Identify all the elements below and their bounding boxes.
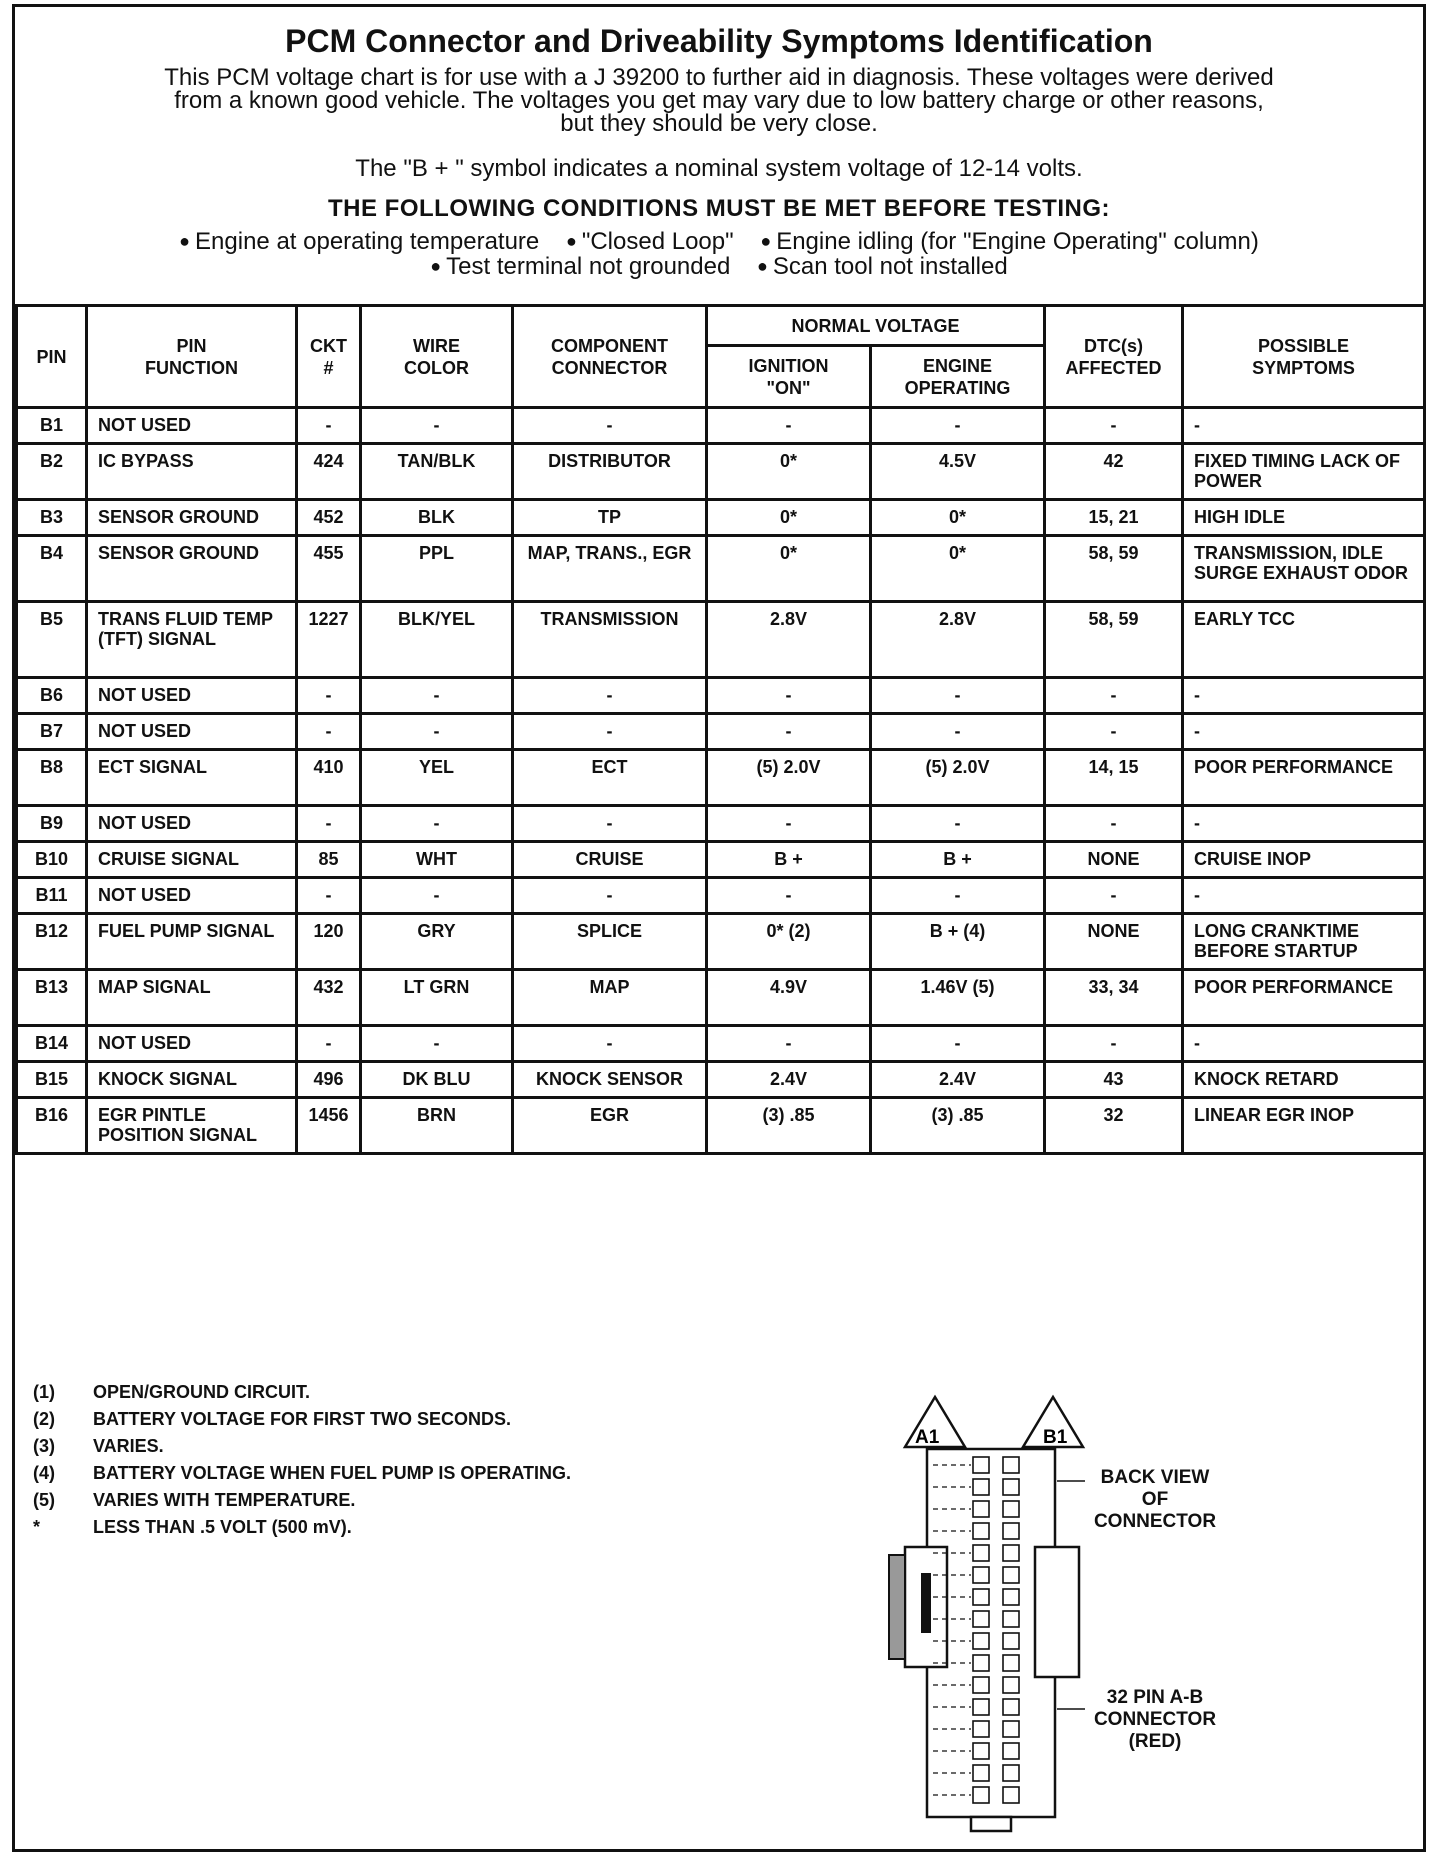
intro-line-2: from a known good vehicle. The voltages you get may vary due to low battery charge or other reasons, bbox=[174, 87, 1264, 114]
pin-cavity bbox=[1003, 1457, 1019, 1473]
cell-engine-operating: (5) 2.0V bbox=[871, 750, 1045, 806]
intro-line-1: This PCM voltage chart is for use with a J 39200 to further aid in diagnosis. These voltages were derived bbox=[164, 64, 1274, 91]
pin-cavity bbox=[1003, 1743, 1019, 1759]
cell-engine-operating: 4.5V bbox=[871, 444, 1045, 500]
cell-possible-symptoms: - bbox=[1183, 714, 1425, 750]
table-row bbox=[17, 678, 1425, 714]
pin-cavity bbox=[973, 1523, 989, 1539]
pin-cavity bbox=[1003, 1677, 1019, 1693]
pin-cavity bbox=[973, 1787, 989, 1803]
footnote-mark: (3) bbox=[33, 1436, 55, 1456]
cell-dtc-affected: 42 bbox=[1045, 444, 1183, 500]
cell-engine-operating: 2.8V bbox=[871, 602, 1045, 678]
footnote bbox=[33, 1379, 571, 1406]
bplus-note: The "B + " symbol indicates a nominal system voltage of 12-14 volts. bbox=[355, 155, 1083, 182]
cell-wire-color: - bbox=[361, 806, 513, 842]
cell-dtc-affected: 58, 59 bbox=[1045, 602, 1183, 678]
pin-cavity bbox=[1003, 1567, 1019, 1583]
pin-cavity bbox=[973, 1655, 989, 1671]
cell-wire-color: DK BLU bbox=[361, 1062, 513, 1098]
connector-diagram bbox=[885, 1387, 1245, 1837]
cell-wire-color: GRY bbox=[361, 914, 513, 970]
pin-cavity bbox=[1003, 1523, 1019, 1539]
cell-component-connector: KNOCK SENSOR bbox=[513, 1062, 707, 1098]
cell-engine-operating: 2.4V bbox=[871, 1062, 1045, 1098]
pin-cavity bbox=[973, 1479, 989, 1495]
cell-engine-operating: - bbox=[871, 714, 1045, 750]
table-row bbox=[17, 970, 1425, 1026]
cell-pin: B3 bbox=[17, 500, 87, 536]
cell-ckt: 85 bbox=[297, 842, 361, 878]
footnote-text: OPEN/GROUND CIRCUIT. bbox=[93, 1382, 311, 1402]
cell-wire-color: BRN bbox=[361, 1098, 513, 1154]
cell-possible-symptoms: CRUISE INOP bbox=[1183, 842, 1425, 878]
cell-component-connector: TP bbox=[513, 500, 707, 536]
cell-wire-color: BLK bbox=[361, 500, 513, 536]
footnote-text: VARIES. bbox=[93, 1436, 164, 1456]
cell-component-connector: - bbox=[513, 408, 707, 444]
cell-pin-function: MAP SIGNAL bbox=[87, 970, 297, 1026]
header-dtc-affected: DTC(s) AFFECTED bbox=[1045, 306, 1183, 408]
table-row bbox=[17, 408, 1425, 444]
cell-ckt: - bbox=[297, 878, 361, 914]
cell-possible-symptoms: KNOCK RETARD bbox=[1183, 1062, 1425, 1098]
pin-cavity bbox=[973, 1677, 989, 1693]
cell-wire-color: TAN/BLK bbox=[361, 444, 513, 500]
pin-cavity bbox=[1003, 1589, 1019, 1605]
cell-component-connector: TRANSMISSION bbox=[513, 602, 707, 678]
cell-ignition-on: (3) .85 bbox=[707, 1098, 871, 1154]
intro-line-3: but they should be very close. bbox=[560, 110, 878, 137]
pin-cavity bbox=[973, 1567, 989, 1583]
conditions-title: THE FOLLOWING CONDITIONS MUST BE MET BEFORE TESTING: bbox=[328, 195, 1110, 222]
cell-dtc-affected: - bbox=[1045, 408, 1183, 444]
cell-pin-function: NOT USED bbox=[87, 678, 297, 714]
pin-cavity bbox=[1003, 1501, 1019, 1517]
document-frame bbox=[12, 4, 1426, 1852]
footnote bbox=[33, 1460, 571, 1487]
cell-ignition-on: - bbox=[707, 878, 871, 914]
cell-wire-color: - bbox=[361, 714, 513, 750]
pin-cavity bbox=[1003, 1655, 1019, 1671]
b1-label: B1 bbox=[1043, 1427, 1068, 1448]
table-row bbox=[17, 1098, 1425, 1154]
cell-wire-color: BLK/YEL bbox=[361, 602, 513, 678]
cell-ckt: 120 bbox=[297, 914, 361, 970]
condition-item: ● "Closed Loop" bbox=[566, 229, 734, 254]
cell-ignition-on: - bbox=[707, 678, 871, 714]
cell-wire-color: WHT bbox=[361, 842, 513, 878]
table-body bbox=[17, 408, 1425, 1154]
connector-lock-slot bbox=[921, 1573, 931, 1633]
header-pin-function: PIN FUNCTION bbox=[87, 306, 297, 408]
table-row bbox=[17, 500, 1425, 536]
cell-component-connector: DISTRIBUTOR bbox=[513, 444, 707, 500]
cell-ignition-on: - bbox=[707, 714, 871, 750]
cell-dtc-affected: - bbox=[1045, 878, 1183, 914]
header-pin: PIN bbox=[17, 306, 87, 408]
table-row bbox=[17, 1062, 1425, 1098]
cell-component-connector: - bbox=[513, 1026, 707, 1062]
cell-pin-function: FUEL PUMP SIGNAL bbox=[87, 914, 297, 970]
cell-component-connector: MAP bbox=[513, 970, 707, 1026]
cell-wire-color: - bbox=[361, 408, 513, 444]
cell-possible-symptoms: - bbox=[1183, 408, 1425, 444]
cell-pin: B5 bbox=[17, 602, 87, 678]
cell-pin-function: SENSOR GROUND bbox=[87, 536, 297, 602]
cell-ignition-on: 4.9V bbox=[707, 970, 871, 1026]
cell-possible-symptoms: - bbox=[1183, 806, 1425, 842]
cell-component-connector: - bbox=[513, 678, 707, 714]
cell-pin: B14 bbox=[17, 1026, 87, 1062]
cell-wire-color: PPL bbox=[361, 536, 513, 602]
cell-engine-operating: (3) .85 bbox=[871, 1098, 1045, 1154]
cell-possible-symptoms: - bbox=[1183, 678, 1425, 714]
cell-ckt: 432 bbox=[297, 970, 361, 1026]
pin-cavity bbox=[973, 1721, 989, 1737]
footnotes bbox=[33, 1379, 571, 1541]
table-row bbox=[17, 714, 1425, 750]
table-row bbox=[17, 842, 1425, 878]
pin-cavity bbox=[1003, 1545, 1019, 1561]
header-ckt: CKT # bbox=[297, 306, 361, 408]
cell-engine-operating: 1.46V (5) bbox=[871, 970, 1045, 1026]
connector-latch-right bbox=[1035, 1547, 1079, 1677]
cell-pin-function: NOT USED bbox=[87, 878, 297, 914]
cell-ignition-on: 0* bbox=[707, 444, 871, 500]
footnote bbox=[33, 1487, 571, 1514]
cell-pin-function: TRANS FLUID TEMP (TFT) SIGNAL bbox=[87, 602, 297, 678]
cell-possible-symptoms: HIGH IDLE bbox=[1183, 500, 1425, 536]
cell-wire-color: LT GRN bbox=[361, 970, 513, 1026]
cell-pin: B16 bbox=[17, 1098, 87, 1154]
cell-pin-function: CRUISE SIGNAL bbox=[87, 842, 297, 878]
cell-dtc-affected: NONE bbox=[1045, 842, 1183, 878]
cell-pin-function: ECT SIGNAL bbox=[87, 750, 297, 806]
cell-pin-function: IC BYPASS bbox=[87, 444, 297, 500]
pin-cavity bbox=[973, 1633, 989, 1649]
pin-cavity bbox=[973, 1501, 989, 1517]
header-normal-voltage: NORMAL VOLTAGE bbox=[707, 306, 1045, 346]
cell-dtc-affected: 15, 21 bbox=[1045, 500, 1183, 536]
cell-component-connector: CRUISE bbox=[513, 842, 707, 878]
cell-ckt: 496 bbox=[297, 1062, 361, 1098]
cell-ckt: 455 bbox=[297, 536, 361, 602]
cell-pin: B8 bbox=[17, 750, 87, 806]
cell-possible-symptoms: - bbox=[1183, 1026, 1425, 1062]
cell-pin: B9 bbox=[17, 806, 87, 842]
condition-item: ● Engine at operating temperature bbox=[179, 229, 539, 254]
cell-ignition-on: 2.4V bbox=[707, 1062, 871, 1098]
connector-bottom-tab bbox=[971, 1817, 1011, 1831]
cell-wire-color: - bbox=[361, 678, 513, 714]
pin-cavity bbox=[973, 1765, 989, 1781]
header-possible-symptoms: POSSIBLE SYMPTOMS bbox=[1183, 306, 1425, 408]
footnote-text: BATTERY VOLTAGE WHEN FUEL PUMP IS OPERATING. bbox=[93, 1463, 572, 1483]
cell-component-connector: MAP, TRANS., EGR bbox=[513, 536, 707, 602]
footnote-mark: (2) bbox=[33, 1409, 55, 1429]
cell-dtc-affected: - bbox=[1045, 1026, 1183, 1062]
pin-cavity bbox=[1003, 1699, 1019, 1715]
pin-cavity bbox=[973, 1699, 989, 1715]
footnote-mark: (1) bbox=[33, 1382, 55, 1402]
cell-possible-symptoms: - bbox=[1183, 878, 1425, 914]
cell-wire-color: - bbox=[361, 878, 513, 914]
cell-ckt: - bbox=[297, 714, 361, 750]
document-header bbox=[15, 7, 1423, 307]
conditions-line-2 bbox=[15, 254, 1423, 279]
cell-component-connector: SPLICE bbox=[513, 914, 707, 970]
footnote-text: BATTERY VOLTAGE FOR FIRST TWO SECONDS. bbox=[93, 1409, 511, 1429]
cell-possible-symptoms: LONG CRANKTIME BEFORE STARTUP bbox=[1183, 914, 1425, 970]
cell-ckt: - bbox=[297, 678, 361, 714]
pin-cavity bbox=[973, 1743, 989, 1759]
cell-pin-function: NOT USED bbox=[87, 408, 297, 444]
pin-cavity bbox=[1003, 1765, 1019, 1781]
back-view-label: BACK VIEW OF CONNECTOR bbox=[1093, 1467, 1217, 1532]
cell-pin-function: EGR PINTLE POSITION SIGNAL bbox=[87, 1098, 297, 1154]
pin-cavity bbox=[1003, 1479, 1019, 1495]
cell-component-connector: - bbox=[513, 806, 707, 842]
connector-description: 32 PIN A-B CONNECTOR (RED) bbox=[1093, 1687, 1217, 1752]
cell-pin: B13 bbox=[17, 970, 87, 1026]
cell-engine-operating: - bbox=[871, 1026, 1045, 1062]
cell-ignition-on: 0* (2) bbox=[707, 914, 871, 970]
conditions-line-1 bbox=[15, 229, 1423, 254]
cell-engine-operating: - bbox=[871, 806, 1045, 842]
header-engine-operating: ENGINE OPERATING bbox=[871, 346, 1045, 408]
cell-ckt: 410 bbox=[297, 750, 361, 806]
cell-engine-operating: - bbox=[871, 678, 1045, 714]
cell-pin: B1 bbox=[17, 408, 87, 444]
header-ignition-on: IGNITION "ON" bbox=[707, 346, 871, 408]
footnote-mark: * bbox=[33, 1517, 41, 1537]
pin-cavity bbox=[973, 1545, 989, 1561]
cell-pin-function: KNOCK SIGNAL bbox=[87, 1062, 297, 1098]
cell-pin: B2 bbox=[17, 444, 87, 500]
footnote-text: VARIES WITH TEMPERATURE. bbox=[93, 1490, 356, 1510]
cell-possible-symptoms: TRANSMISSION, IDLE SURGE EXHAUST ODOR bbox=[1183, 536, 1425, 602]
cell-wire-color: - bbox=[361, 1026, 513, 1062]
cell-dtc-affected: - bbox=[1045, 806, 1183, 842]
cell-engine-operating: - bbox=[871, 878, 1045, 914]
cell-engine-operating: B + (4) bbox=[871, 914, 1045, 970]
table-row bbox=[17, 536, 1425, 602]
cell-pin: B7 bbox=[17, 714, 87, 750]
header-component-connector: COMPONENT CONNECTOR bbox=[513, 306, 707, 408]
cell-ignition-on: - bbox=[707, 806, 871, 842]
pin-cavity bbox=[1003, 1721, 1019, 1737]
cell-possible-symptoms: EARLY TCC bbox=[1183, 602, 1425, 678]
pin-cavity bbox=[1003, 1633, 1019, 1649]
cell-pin-function: NOT USED bbox=[87, 1026, 297, 1062]
pin-voltage-table bbox=[15, 304, 1426, 1155]
cell-component-connector: ECT bbox=[513, 750, 707, 806]
cell-ckt: 452 bbox=[297, 500, 361, 536]
cell-dtc-affected: NONE bbox=[1045, 914, 1183, 970]
cell-dtc-affected: - bbox=[1045, 714, 1183, 750]
cell-pin-function: NOT USED bbox=[87, 806, 297, 842]
cell-pin: B12 bbox=[17, 914, 87, 970]
cell-possible-symptoms: POOR PERFORMANCE bbox=[1183, 750, 1425, 806]
cell-ckt: 424 bbox=[297, 444, 361, 500]
table-row bbox=[17, 806, 1425, 842]
table-row bbox=[17, 914, 1425, 970]
cell-pin: B10 bbox=[17, 842, 87, 878]
cell-ignition-on: (5) 2.0V bbox=[707, 750, 871, 806]
cell-engine-operating: - bbox=[871, 408, 1045, 444]
pin-cavity bbox=[973, 1611, 989, 1627]
pin-cavity bbox=[973, 1457, 989, 1473]
cell-pin: B15 bbox=[17, 1062, 87, 1098]
cell-dtc-affected: - bbox=[1045, 678, 1183, 714]
cell-engine-operating: B + bbox=[871, 842, 1045, 878]
cell-dtc-affected: 33, 34 bbox=[1045, 970, 1183, 1026]
cell-ignition-on: B + bbox=[707, 842, 871, 878]
table-row bbox=[17, 750, 1425, 806]
footnote bbox=[33, 1433, 571, 1460]
cell-dtc-affected: 58, 59 bbox=[1045, 536, 1183, 602]
cell-engine-operating: 0* bbox=[871, 500, 1045, 536]
page-title: PCM Connector and Driveability Symptoms Identification bbox=[285, 23, 1153, 59]
pin-cavity bbox=[973, 1589, 989, 1605]
cell-pin: B11 bbox=[17, 878, 87, 914]
cell-ckt: - bbox=[297, 1026, 361, 1062]
cell-possible-symptoms: POOR PERFORMANCE bbox=[1183, 970, 1425, 1026]
cell-ignition-on: - bbox=[707, 1026, 871, 1062]
cell-ckt: - bbox=[297, 806, 361, 842]
cell-pin-function: NOT USED bbox=[87, 714, 297, 750]
header-wire-color: WIRE COLOR bbox=[361, 306, 513, 408]
table-row bbox=[17, 1026, 1425, 1062]
footnote-mark: (5) bbox=[33, 1490, 55, 1510]
table-row bbox=[17, 444, 1425, 500]
pin-cavity bbox=[1003, 1787, 1019, 1803]
cell-component-connector: EGR bbox=[513, 1098, 707, 1154]
footnote bbox=[33, 1406, 571, 1433]
condition-item: ● Engine idling (for "Engine Operating" column) bbox=[760, 229, 1259, 254]
cell-dtc-affected: 43 bbox=[1045, 1062, 1183, 1098]
cell-component-connector: - bbox=[513, 878, 707, 914]
cell-dtc-affected: 14, 15 bbox=[1045, 750, 1183, 806]
cell-pin: B6 bbox=[17, 678, 87, 714]
connector-drawing bbox=[885, 1387, 1245, 1837]
cell-ignition-on: 2.8V bbox=[707, 602, 871, 678]
cell-pin-function: SENSOR GROUND bbox=[87, 500, 297, 536]
cell-ignition-on: - bbox=[707, 408, 871, 444]
cell-wire-color: YEL bbox=[361, 750, 513, 806]
condition-item: ● Test terminal not grounded bbox=[430, 254, 730, 279]
footnote bbox=[33, 1514, 571, 1541]
pin-cavity bbox=[1003, 1611, 1019, 1627]
cell-possible-symptoms: FIXED TIMING LACK OF POWER bbox=[1183, 444, 1425, 500]
cell-ckt: 1456 bbox=[297, 1098, 361, 1154]
cell-ignition-on: 0* bbox=[707, 536, 871, 602]
intro-paragraph bbox=[55, 66, 1383, 135]
cell-ignition-on: 0* bbox=[707, 500, 871, 536]
cell-possible-symptoms: LINEAR EGR INOP bbox=[1183, 1098, 1425, 1154]
cell-pin: B4 bbox=[17, 536, 87, 602]
table-row bbox=[17, 602, 1425, 678]
table-row bbox=[17, 878, 1425, 914]
cell-ckt: 1227 bbox=[297, 602, 361, 678]
footnote-mark: (4) bbox=[33, 1463, 55, 1483]
condition-item: ● Scan tool not installed bbox=[757, 254, 1008, 279]
cell-component-connector: - bbox=[513, 714, 707, 750]
footnote-text: LESS THAN .5 VOLT (500 mV). bbox=[93, 1517, 352, 1537]
cell-dtc-affected: 32 bbox=[1045, 1098, 1183, 1154]
cell-engine-operating: 0* bbox=[871, 536, 1045, 602]
a1-label: A1 bbox=[915, 1427, 940, 1448]
connector-lock-tab bbox=[889, 1555, 905, 1659]
cell-ckt: - bbox=[297, 408, 361, 444]
